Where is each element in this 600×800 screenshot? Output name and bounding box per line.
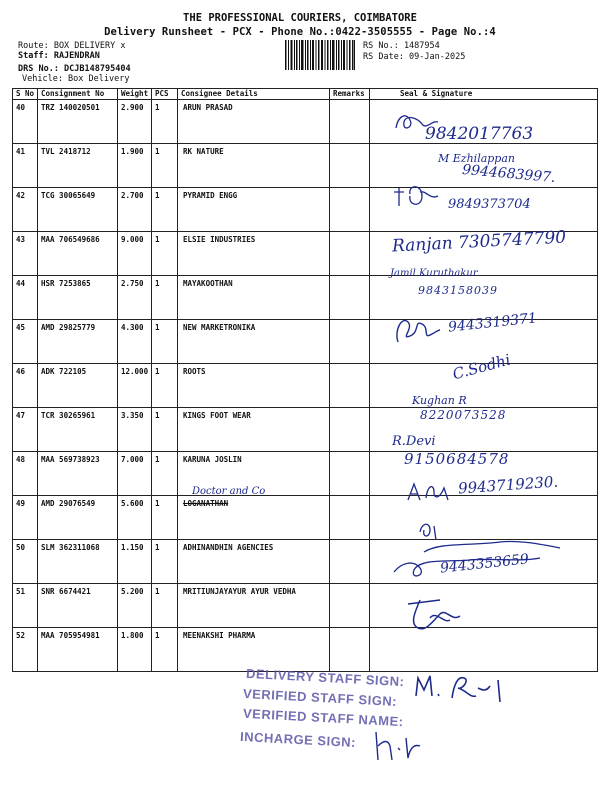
cell-consignee <box>178 496 330 540</box>
cell-consignee-text: KINGS FOOT WEAR <box>183 411 251 420</box>
cell-weight <box>118 188 152 232</box>
cell-weight-text: 3.350 <box>121 411 144 420</box>
col-header-consignee: Consignee Details <box>178 89 330 100</box>
cell-consignee-text: LOGANATHAN <box>183 499 229 508</box>
cell-sno <box>13 320 38 364</box>
col-header-weight: Weight <box>118 89 152 100</box>
cell-sno <box>13 452 38 496</box>
cell-pcs-text: 1 <box>155 191 160 200</box>
table-row <box>13 364 598 408</box>
stamp-verified-staff-sign: VERIFIED STAFF SIGN: <box>242 685 398 710</box>
cell-weight <box>118 496 152 540</box>
cell-pcs-text: 1 <box>155 235 160 244</box>
cell-consignee <box>178 540 330 584</box>
cell-consignee <box>178 100 330 144</box>
cell-consignment-no <box>38 232 118 276</box>
cell-sno <box>13 628 38 672</box>
cell-consignee <box>178 408 330 452</box>
cell-consignment-no <box>38 540 118 584</box>
company-name: THE PROFESSIONAL COURIERS, COIMBATORE <box>183 12 417 24</box>
cell-weight-text: 5.600 <box>121 499 144 508</box>
signature-52 <box>400 594 470 636</box>
cell-weight-text: 1.150 <box>121 543 144 552</box>
cell-consignment-no <box>38 320 118 364</box>
handwritten-phone-44: 9843158039 <box>418 284 498 297</box>
barcode-image <box>285 40 355 70</box>
cell-consignee <box>178 628 330 672</box>
table-row <box>13 628 598 672</box>
cell-sno-text: 51 <box>16 587 26 596</box>
cell-remarks <box>330 276 370 320</box>
stamp-delivery-staff-sign: DELIVERY STAFF SIGN: <box>245 665 405 690</box>
cell-sno-text: 42 <box>16 191 26 200</box>
cell-consignment-no-text: TVL 2418712 <box>41 147 91 156</box>
handwritten-phone-51: 9443353659 <box>439 551 530 577</box>
cell-sno <box>13 364 38 408</box>
cell-remarks <box>330 408 370 452</box>
signature-45 <box>392 312 442 348</box>
cell-consignment-no-text: MAA 706549686 <box>41 235 100 244</box>
cell-consignee-text: MRITIUNJAYAYUR AYUR VEDHA <box>183 587 296 596</box>
cell-weight <box>118 408 152 452</box>
cell-pcs <box>152 540 178 584</box>
delivery-staff-signature <box>412 668 522 708</box>
cell-weight <box>118 276 152 320</box>
signature-49 <box>404 478 454 504</box>
cell-consignment-no-text: TCR 30265961 <box>41 411 96 420</box>
cell-consignee-text: PYRAMID ENGG <box>183 191 238 200</box>
cell-weight-text: 1.800 <box>121 631 144 640</box>
cell-consignment-no-text: MAA 705954981 <box>41 631 100 640</box>
runsheet-title: Delivery Runsheet - PCX - Phone No.:0422-3505555 - Page No.:4 <box>104 26 496 38</box>
cell-pcs-text: 1 <box>155 499 160 508</box>
cell-consignment-no <box>38 144 118 188</box>
incharge-signature <box>370 728 430 762</box>
cell-consignment-no-text: ADK 722105 <box>41 367 87 376</box>
cell-consignment-no-text: SNR 6674421 <box>41 587 91 596</box>
cell-weight-text: 7.000 <box>121 455 144 464</box>
handwritten-name-41: M Ezhilappan <box>438 152 515 165</box>
col-header-pcs: PCS <box>152 89 178 100</box>
cell-pcs <box>152 188 178 232</box>
cell-weight-text: 4.300 <box>121 323 144 332</box>
cell-pcs <box>152 232 178 276</box>
route-label: Route: BOX DELIVERY x <box>18 41 126 51</box>
cell-consignee-text: MAYAKOOTHAN <box>183 279 233 288</box>
cell-pcs <box>152 452 178 496</box>
cell-consignment-no <box>38 408 118 452</box>
cell-weight <box>118 452 152 496</box>
handwritten-phone-41: 9944683997. <box>461 161 557 187</box>
stamp-verified-staff-name: VERIFIED STAFF NAME: <box>242 705 404 730</box>
cell-pcs <box>152 496 178 540</box>
cell-sno <box>13 144 38 188</box>
cell-weight-text: 5.200 <box>121 587 144 596</box>
cell-weight <box>118 144 152 188</box>
cell-sno <box>13 100 38 144</box>
handwritten-phone-42: 9849373704 <box>448 197 531 212</box>
signature-50-51 <box>390 518 570 584</box>
cell-consignment-no-text: TCG 30065649 <box>41 191 96 200</box>
cell-pcs-text: 1 <box>155 279 160 288</box>
cell-consignment-no <box>38 452 118 496</box>
vehicle-label: Vehicle: Box Delivery <box>22 74 130 84</box>
drs-number: DRS No.: DCJB148795404 <box>18 64 131 74</box>
cell-consignee <box>178 144 330 188</box>
cell-sno-text: 41 <box>16 147 26 156</box>
handwritten-note-49: Doctor and Co <box>192 486 266 497</box>
cell-pcs <box>152 144 178 188</box>
cell-consignee <box>178 188 330 232</box>
cell-weight-text: 2.900 <box>121 103 144 112</box>
handwritten-name-44: Jamil Kuruthakur <box>390 268 478 279</box>
cell-weight <box>118 584 152 628</box>
cell-sno-text: 46 <box>16 367 26 376</box>
table-row <box>13 584 598 628</box>
handwritten-phone-47: 8220073528 <box>420 408 507 422</box>
col-header-consignment: Consignment No <box>38 89 118 100</box>
cell-sno-text: 44 <box>16 279 26 288</box>
cell-sno-text: 49 <box>16 499 26 508</box>
cell-pcs <box>152 100 178 144</box>
cell-pcs <box>152 584 178 628</box>
cell-consignee-text: ADHINANDHIN AGENCIES <box>183 543 274 552</box>
cell-sno <box>13 408 38 452</box>
cell-weight-text: 9.000 <box>121 235 144 244</box>
cell-weight <box>118 540 152 584</box>
cell-sno-text: 45 <box>16 323 26 332</box>
cell-consignee <box>178 276 330 320</box>
cell-pcs-text: 1 <box>155 323 160 332</box>
rs-date: RS Date: 09-Jan-2025 <box>363 52 466 62</box>
cell-consignment-no <box>38 628 118 672</box>
cell-consignee <box>178 364 330 408</box>
cell-consignment-no <box>38 276 118 320</box>
cell-pcs-text: 1 <box>155 455 160 464</box>
cell-consignee-text: NEW MARKETRONIKA <box>183 323 256 332</box>
handwritten-name-48: R.Devi <box>392 434 436 449</box>
cell-pcs <box>152 364 178 408</box>
cell-sno <box>13 496 38 540</box>
handwritten-43: Ranjan 7305747790 <box>391 227 567 257</box>
cell-consignee-text: KARUNA JOSLIN <box>183 455 242 464</box>
cell-consignment-no <box>38 584 118 628</box>
cell-pcs <box>152 408 178 452</box>
cell-consignment-no-text: HSR 7253865 <box>41 279 91 288</box>
cell-consignee-text: ARUN PRASAD <box>183 103 233 112</box>
cell-pcs-text: 1 <box>155 367 160 376</box>
handwritten-phone-49: 9943719230. <box>457 472 559 498</box>
cell-consignment-no-text: AMD 29076549 <box>41 499 96 508</box>
cell-sno <box>13 232 38 276</box>
cell-remarks <box>330 584 370 628</box>
cell-consignee-text: ROOTS <box>183 367 206 376</box>
cell-pcs-text: 1 <box>155 587 160 596</box>
handwritten-name-47: Kughan R <box>412 394 467 407</box>
cell-consignment-no-text: SLM 362311068 <box>41 543 100 552</box>
cell-remarks <box>330 364 370 408</box>
col-header-sno: S No <box>13 89 38 100</box>
cell-weight <box>118 628 152 672</box>
cell-pcs <box>152 628 178 672</box>
cell-consignee-text: MEENAKSHI PHARMA <box>183 631 256 640</box>
cell-sno-text: 52 <box>16 631 26 640</box>
cell-pcs <box>152 320 178 364</box>
rs-number: RS No.: 1487954 <box>363 41 440 51</box>
cell-weight-text: 1.900 <box>121 147 144 156</box>
cell-weight-text: 2.700 <box>121 191 144 200</box>
signature-42 <box>392 182 444 210</box>
cell-pcs-text: 1 <box>155 103 160 112</box>
cell-weight <box>118 364 152 408</box>
cell-sno-text: 47 <box>16 411 26 420</box>
staff-label: Staff: RAJENDRAN <box>18 51 100 61</box>
cell-remarks <box>330 188 370 232</box>
cell-remarks <box>330 100 370 144</box>
cell-sno-text: 40 <box>16 103 26 112</box>
cell-remarks <box>330 232 370 276</box>
cell-consignee <box>178 584 330 628</box>
cell-remarks <box>330 540 370 584</box>
cell-sno-text: 43 <box>16 235 26 244</box>
cell-consignment-no-text: TRZ 140020501 <box>41 103 100 112</box>
stamp-incharge-sign: INCHARGE SIGN: <box>239 728 357 751</box>
cell-weight <box>118 320 152 364</box>
cell-remarks <box>330 496 370 540</box>
cell-consignment-no <box>38 364 118 408</box>
handwritten-phone-40: 9842017763 <box>425 124 534 144</box>
cell-consignment-no-text: MAA 569738923 <box>41 455 100 464</box>
col-header-remarks: Remarks <box>330 89 370 100</box>
cell-consignment-no <box>38 496 118 540</box>
cell-consignee-text: ELSIE INDUSTRIES <box>183 235 256 244</box>
cell-pcs-text: 1 <box>155 147 160 156</box>
cell-remarks <box>330 452 370 496</box>
cell-remarks <box>330 628 370 672</box>
handwritten-46: C.Sodhi <box>450 350 513 384</box>
cell-remarks <box>330 144 370 188</box>
cell-pcs-text: 1 <box>155 543 160 552</box>
table-row <box>13 408 598 452</box>
cell-pcs-text: 1 <box>155 631 160 640</box>
cell-consignment-no-text: AMD 29825779 <box>41 323 96 332</box>
col-header-seal-signature: Seal & Signature <box>370 89 598 100</box>
cell-weight-text: 12.000 <box>121 367 149 376</box>
handwritten-phone-45: 9443319371 <box>447 310 538 336</box>
cell-weight <box>118 232 152 276</box>
cell-remarks <box>330 320 370 364</box>
cell-consignment-no <box>38 188 118 232</box>
cell-sno-text: 50 <box>16 543 26 552</box>
cell-weight <box>118 100 152 144</box>
cell-sno <box>13 188 38 232</box>
cell-pcs <box>152 276 178 320</box>
cell-sno <box>13 276 38 320</box>
cell-sno <box>13 540 38 584</box>
cell-sno <box>13 584 38 628</box>
cell-sno-text: 48 <box>16 455 26 464</box>
cell-consignee-text: RK NATURE <box>183 147 224 156</box>
cell-pcs-text: 1 <box>155 411 160 420</box>
cell-weight-text: 2.750 <box>121 279 144 288</box>
handwritten-phone-48: 9150684578 <box>404 450 510 468</box>
cell-consignee <box>178 232 330 276</box>
cell-consignee <box>178 320 330 364</box>
table-header-row <box>13 89 598 100</box>
cell-consignment-no <box>38 100 118 144</box>
